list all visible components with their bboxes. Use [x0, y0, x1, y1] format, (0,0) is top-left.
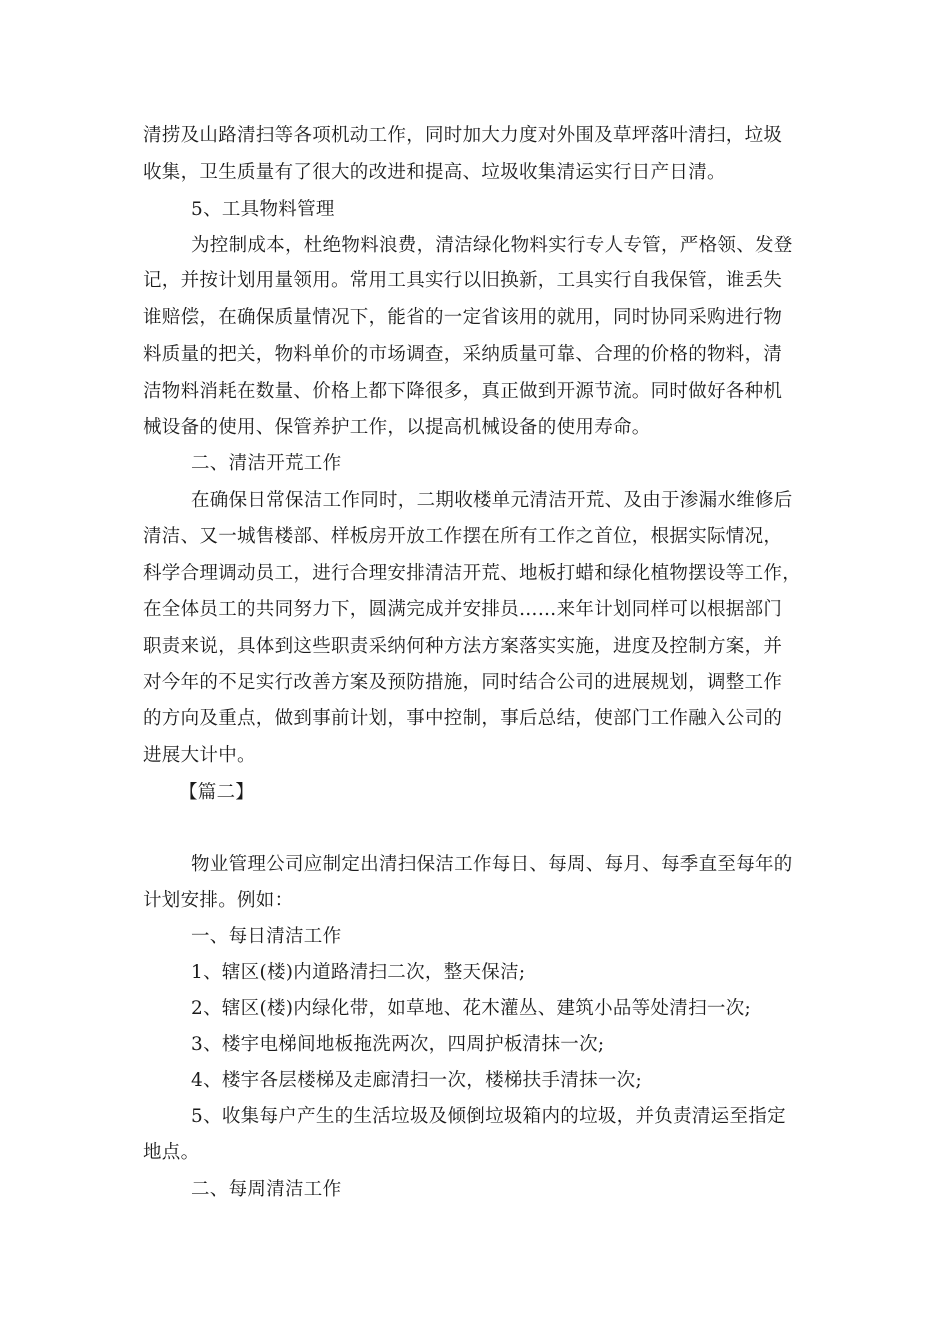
paragraph-line: 记，并按计划用量领用。常用工具实行以旧换新，工具实行自我保管，谁丢失 — [143, 270, 783, 291]
section-heading: 5、工具物料管理 — [191, 199, 335, 220]
paragraph-line: 计划安排。例如： — [143, 890, 294, 911]
paragraph-line: 物业管理公司应制定出清扫保洁工作每日、每周、每月、每季直至每年的 — [191, 854, 793, 875]
list-item: 1、辖区(楼)内道路清扫二次，整天保洁; — [191, 962, 526, 983]
paragraph-line: 清捞及山路清扫等各项机动工作，同时加大力度对外围及草坪落叶清扫，垃圾 — [143, 125, 783, 146]
paragraph-line: 在确保日常保洁工作同时，二期收楼单元清洁开荒、及由于渗漏水维修后 — [191, 490, 793, 511]
paragraph-line: 清洁、又一城售楼部、样板房开放工作摆在所有工作之首位，根据实际情况， — [143, 526, 783, 547]
paragraph-line: 为控制成本，杜绝物料浪费，清洁绿化物料实行专人专管，严格领、发登 — [191, 235, 793, 256]
paragraph-line: 职责来说，具体到这些职责采纳何种方法方案落实实施，进度及控制方案，并 — [143, 636, 783, 657]
paragraph-line: 地点。 — [143, 1142, 200, 1163]
chapter-heading: 【篇二】 — [179, 782, 255, 803]
section-heading: 一、每日清洁工作 — [191, 926, 342, 947]
list-item: 4、楼宇各层楼梯及走廊清扫一次，楼梯扶手清抹一次; — [191, 1070, 643, 1091]
paragraph-line: 对今年的不足实行改善方案及预防措施，同时结合公司的进展规划，调整工作 — [143, 672, 783, 693]
paragraph-line: 科学合理调动员工，进行合理安排清洁开荒、地板打蜡和绿化植物摆设等工作， — [143, 563, 802, 584]
paragraph-line: 谁赔偿，在确保质量情况下，能省的一定省该用的就用，同时协同采购进行物 — [143, 307, 783, 328]
paragraph-line: 进展大计中。 — [143, 745, 256, 766]
section-heading: 二、每周清洁工作 — [191, 1179, 342, 1200]
list-item: 3、楼宇电梯间地板拖洗两次，四周护板清抹一次; — [191, 1034, 605, 1055]
list-item: 2、辖区(楼)内绿化带，如草地、花木灌丛、建筑小品等处清扫一次; — [191, 998, 752, 1019]
paragraph-line: 收集，卫生质量有了很大的改进和提高、垃圾收集清运实行日产日清。 — [143, 162, 726, 183]
paragraph-line: 械设备的使用、保管养护工作，以提高机械设备的使用寿命。 — [143, 417, 651, 438]
paragraph-line: 料质量的把关，物料单价的市场调查，采纳质量可靠、合理的价格的物料，清 — [143, 344, 783, 365]
paragraph-line: 的方向及重点，做到事前计划，事中控制，事后总结，使部门工作融入公司的 — [143, 708, 783, 729]
section-heading: 二、清洁开荒工作 — [191, 453, 342, 474]
list-item: 5、收集每户产生的生活垃圾及倾倒垃圾箱内的垃圾，并负责清运至指定 — [191, 1106, 786, 1127]
paragraph-line: 在全体员工的共同努力下，圆满完成并安排员……来年计划同样可以根据部门 — [143, 599, 783, 620]
paragraph-line: 洁物料消耗在数量、价格上都下降很多，真正做到开源节流。同时做好各种机 — [143, 381, 783, 402]
